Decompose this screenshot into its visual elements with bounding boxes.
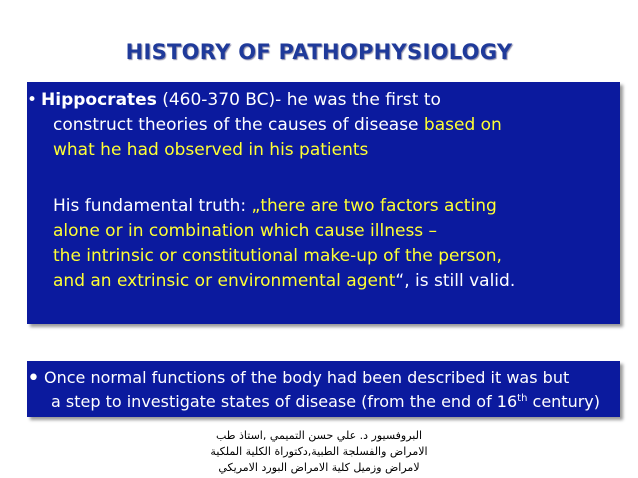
truth-label: His fundamental truth: — [53, 196, 252, 216]
truth-line-2: alone or in combination which cause illness – — [53, 221, 438, 241]
footer-line-2: الامراض والفسلجة الطبية,دكتوراة الكلية الملكية — [210, 445, 428, 458]
hippocrates-panel — [27, 82, 620, 324]
disease-line-2-a: a step to investigate states of disease (from the end of 16 — [51, 392, 518, 411]
truth-quote-start: „there are two factors acting — [251, 196, 497, 216]
line2-white: construct theories of the causes of disease — [53, 115, 424, 135]
line2-yellow: based on — [423, 115, 502, 135]
truth-quote-end: and an extrinsic or environmental agent — [53, 271, 396, 291]
footer-line-1: البروفسيور د. علي حسن التميمي ,استاذ طب — [215, 429, 423, 442]
disease-line-1 — [27, 367, 569, 390]
disease-line-2 — [51, 391, 600, 413]
hippocrates-name: Hippocrates — [41, 90, 157, 110]
truth-line-4 — [53, 270, 515, 292]
bullet-icon: • — [27, 90, 38, 110]
hippocrates-line-1 — [27, 89, 441, 111]
disease-line-2-b: century) — [527, 392, 601, 411]
footer-line-3: لامراض وزميل كلية الامراض البورد الامريكي — [218, 461, 420, 474]
hippocrates-dates: (460-370 BC)- — [156, 90, 287, 110]
truth-line-1 — [53, 195, 497, 217]
disease-states-panel — [27, 361, 620, 417]
ordinal-suffix: th — [517, 393, 528, 404]
truth-still-valid: “, is still valid. — [395, 271, 516, 291]
bullet-icon: • — [27, 366, 40, 391]
line1-rest: he was the first to — [286, 90, 441, 110]
truth-line-3: the intrinsic or constitutional make-up of the person, — [53, 246, 502, 266]
hippocrates-line-2 — [53, 114, 502, 136]
disease-line-1-text: Once normal functions of the body had been described it was but — [43, 368, 570, 387]
hippocrates-line-3: what he had observed in his patients — [53, 140, 369, 160]
slide-title: HISTORY OF PATHOPHYSIOLOGY — [125, 40, 513, 64]
author-footer — [150, 428, 488, 478]
